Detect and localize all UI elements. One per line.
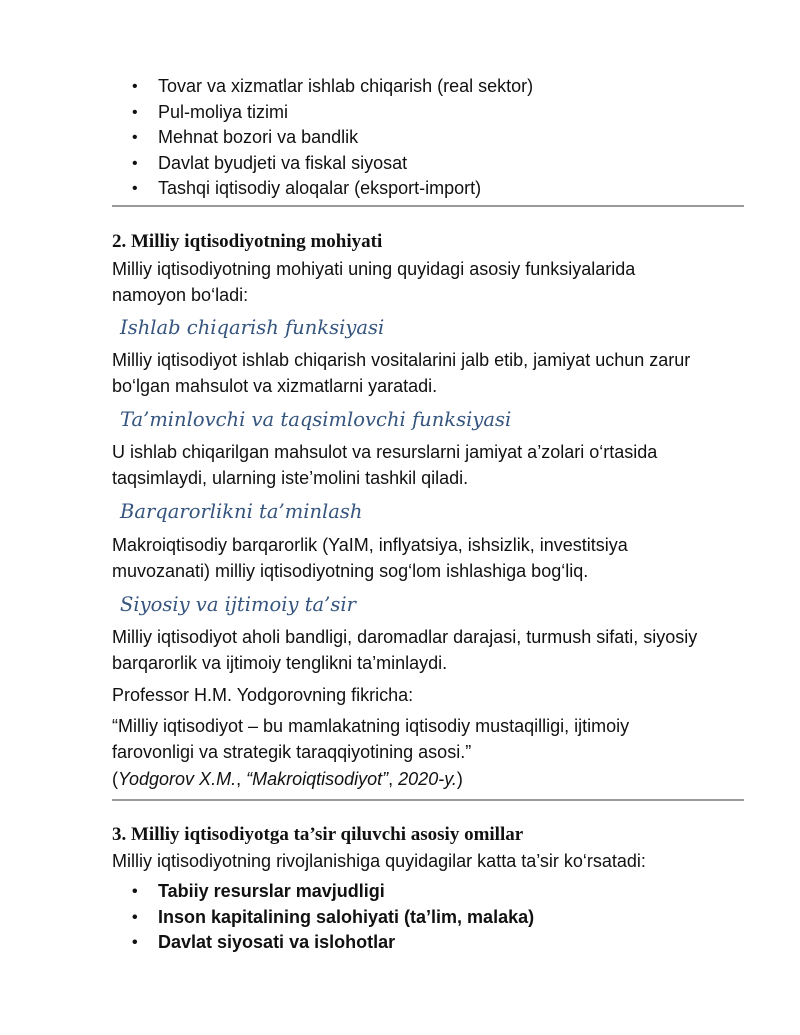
function-heading <box>112 498 752 527</box>
list-item: • Davlat byudjeti va fiskal siyosat <box>132 151 533 177</box>
list-item: • Davlat siyosati va islohotlar <box>132 930 534 956</box>
function-description: Milliy iqtisodiyot ishlab chiqarish vositalarini jalb etib, jamiyat uchun zarur bo‘lgan mahsulot va xizmatlarni yaratadi. <box>112 350 691 396</box>
section-3-heading: 3. Milliy iqtisodiyotga ta’sir qiluvchi asosiy omillar <box>112 824 524 845</box>
section-divider <box>112 205 744 207</box>
economy-components-list <box>132 74 533 202</box>
section-3-intro: Milliy iqtisodiyotning rivojlanishiga quyidagilar katta ta’sir ko‘rsatadi: <box>112 851 646 871</box>
function-heading <box>112 314 752 343</box>
section-2-heading: 2. Milliy iqtisodiyotning mohiyati <box>112 231 383 252</box>
function-title: Siyosiy va ijtimoiy ta’sir <box>120 593 356 616</box>
list-item: • Mehnat bozori va bandlik <box>132 125 533 151</box>
factors-list <box>132 879 534 956</box>
list-item: • Tashqi iqtisodiy aloqalar (eksport-import) <box>132 176 533 202</box>
list-item: • Pul-moliya tizimi <box>132 100 533 126</box>
function-title: Barqarorlikni ta’minlash <box>120 500 363 523</box>
list-item: • Tabiiy resurslar mavjudligi <box>132 879 534 905</box>
professor-line: Professor H.M. Yodgorovning fikricha: <box>112 685 414 705</box>
section-divider <box>112 799 744 801</box>
function-description: Milliy iqtisodiyot aholi bandligi, daromadlar darajasi, turmush sifati, siyosiy barqarorlik va ijtimoiy tenglikni ta’minlaydi. <box>112 627 698 673</box>
function-heading <box>112 591 752 620</box>
function-description: Makroiqtisodiy barqarorlik (YaIM, inflyatsiya, ishsizlik, investitsiya muvozanati) milliy iqtisodiyotning sog‘lom ishlashiga bog‘liq. <box>112 535 628 581</box>
citation-year: 2020-y. <box>398 769 457 789</box>
citation-separator: , <box>388 769 399 789</box>
citation-open: ( <box>112 769 118 789</box>
citation-author: Yodgorov X.M. <box>118 769 237 789</box>
function-description: U ishlab chiqarilgan mahsulot va resurslarni jamiyat a’zolari o‘rtasida taqsimlaydi, ularning iste’molini tashkil qiladi. <box>112 442 658 488</box>
function-title: Ta’minlovchi va taqsimlovchi funksiyasi <box>120 408 512 431</box>
list-item: • Tovar va xizmatlar ishlab chiqarish (real sektor) <box>132 74 533 100</box>
quote-text: “Milliy iqtisodiyot – bu mamlakatning iqtisodiy mustaqilligi, ijtimoiy farovonligi va strategik taraqqiyotining asosi.” <box>112 716 630 762</box>
citation <box>112 766 752 792</box>
citation-separator: , <box>236 769 247 789</box>
citation-close: ) <box>456 769 463 789</box>
list-item: • Inson kapitalining salohiyati (ta’lim, malaka) <box>132 905 534 931</box>
function-title: Ishlab chiqarish funksiyasi <box>120 316 385 339</box>
citation-work: “Makroiqtisodiyot” <box>246 769 389 789</box>
section-2-intro: Milliy iqtisodiyotning mohiyati uning quyidagi asosiy funksiyalarida namoyon bo‘ladi: <box>112 259 636 305</box>
function-heading <box>112 406 752 435</box>
